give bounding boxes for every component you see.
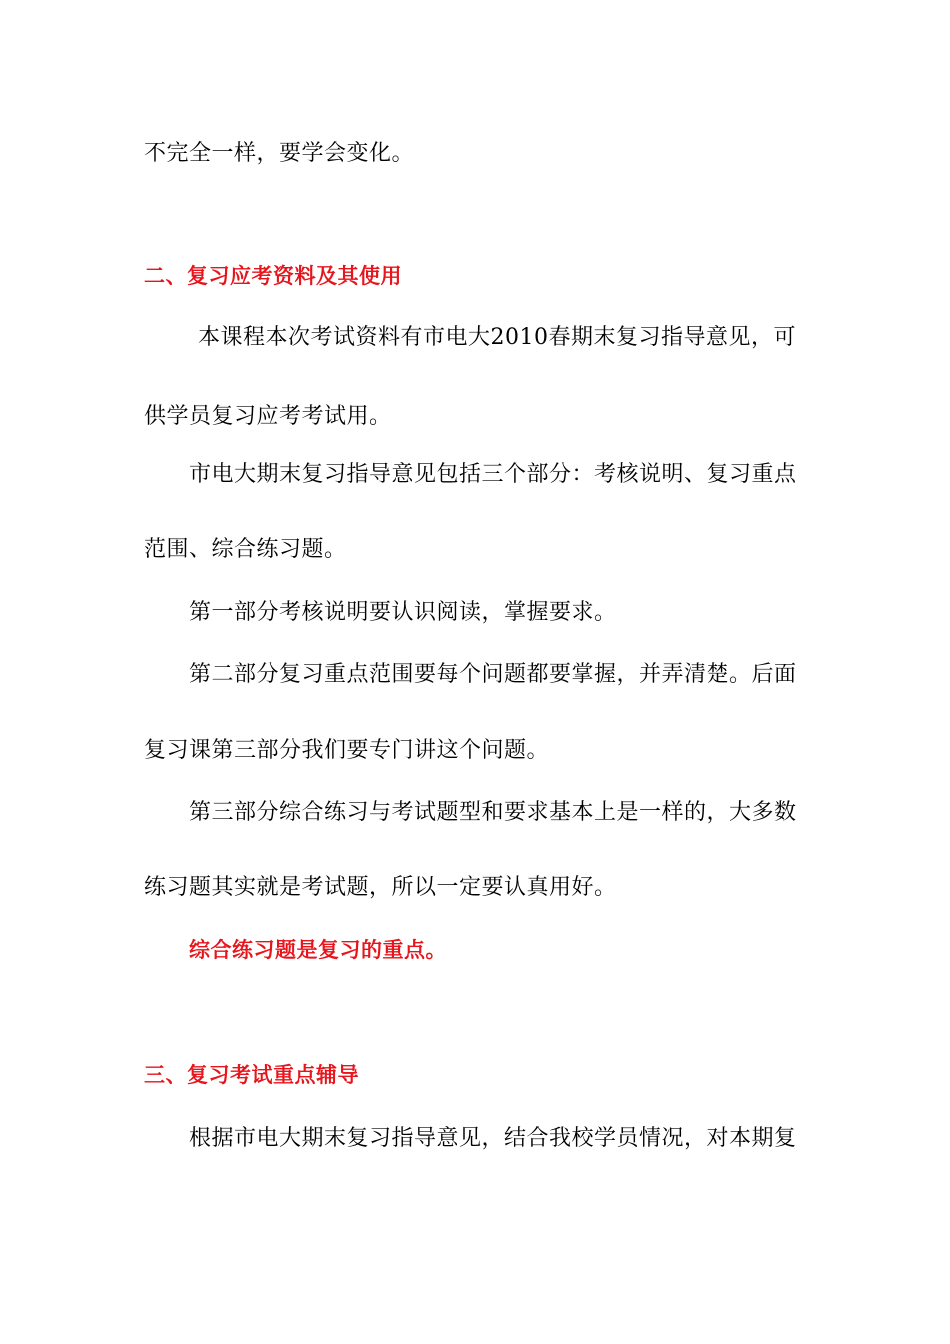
paragraph-line: 范围、综合练习题。	[144, 537, 347, 562]
paragraph-line: 供学员复习应考考试用。	[144, 404, 392, 429]
paragraph-line: 第三部分综合练习与考试题型和要求基本上是一样的，大多数	[189, 800, 797, 825]
paragraph-line: 第一部分考核说明要认识阅读，掌握要求。	[189, 600, 617, 625]
paragraph-line: 复习课第三部分我们要专门讲这个问题。	[144, 738, 550, 763]
section-heading-2: 二、复习应考资料及其使用	[144, 264, 402, 288]
paragraph-line: 练习题其实就是考试题，所以一定要认真用好。	[144, 875, 617, 900]
section-heading-3: 三、复习考试重点辅导	[144, 1063, 359, 1087]
paragraph-line: 本课程本次考试资料有市电大2010春期末复习指导意见，可	[198, 325, 796, 350]
paragraph-line: 根据市电大期末复习指导意见，结合我校学员情况，对本期复	[189, 1126, 797, 1151]
emphasis-line: 综合练习题是复习的重点。	[189, 938, 447, 962]
paragraph-line: 不完全一样，要学会变化。	[144, 141, 415, 166]
paragraph-line: 第二部分复习重点范围要每个问题都要掌握，并弄清楚。后面	[189, 662, 797, 687]
paragraph-line: 市电大期末复习指导意见包括三个部分：考核说明、复习重点	[189, 462, 797, 487]
